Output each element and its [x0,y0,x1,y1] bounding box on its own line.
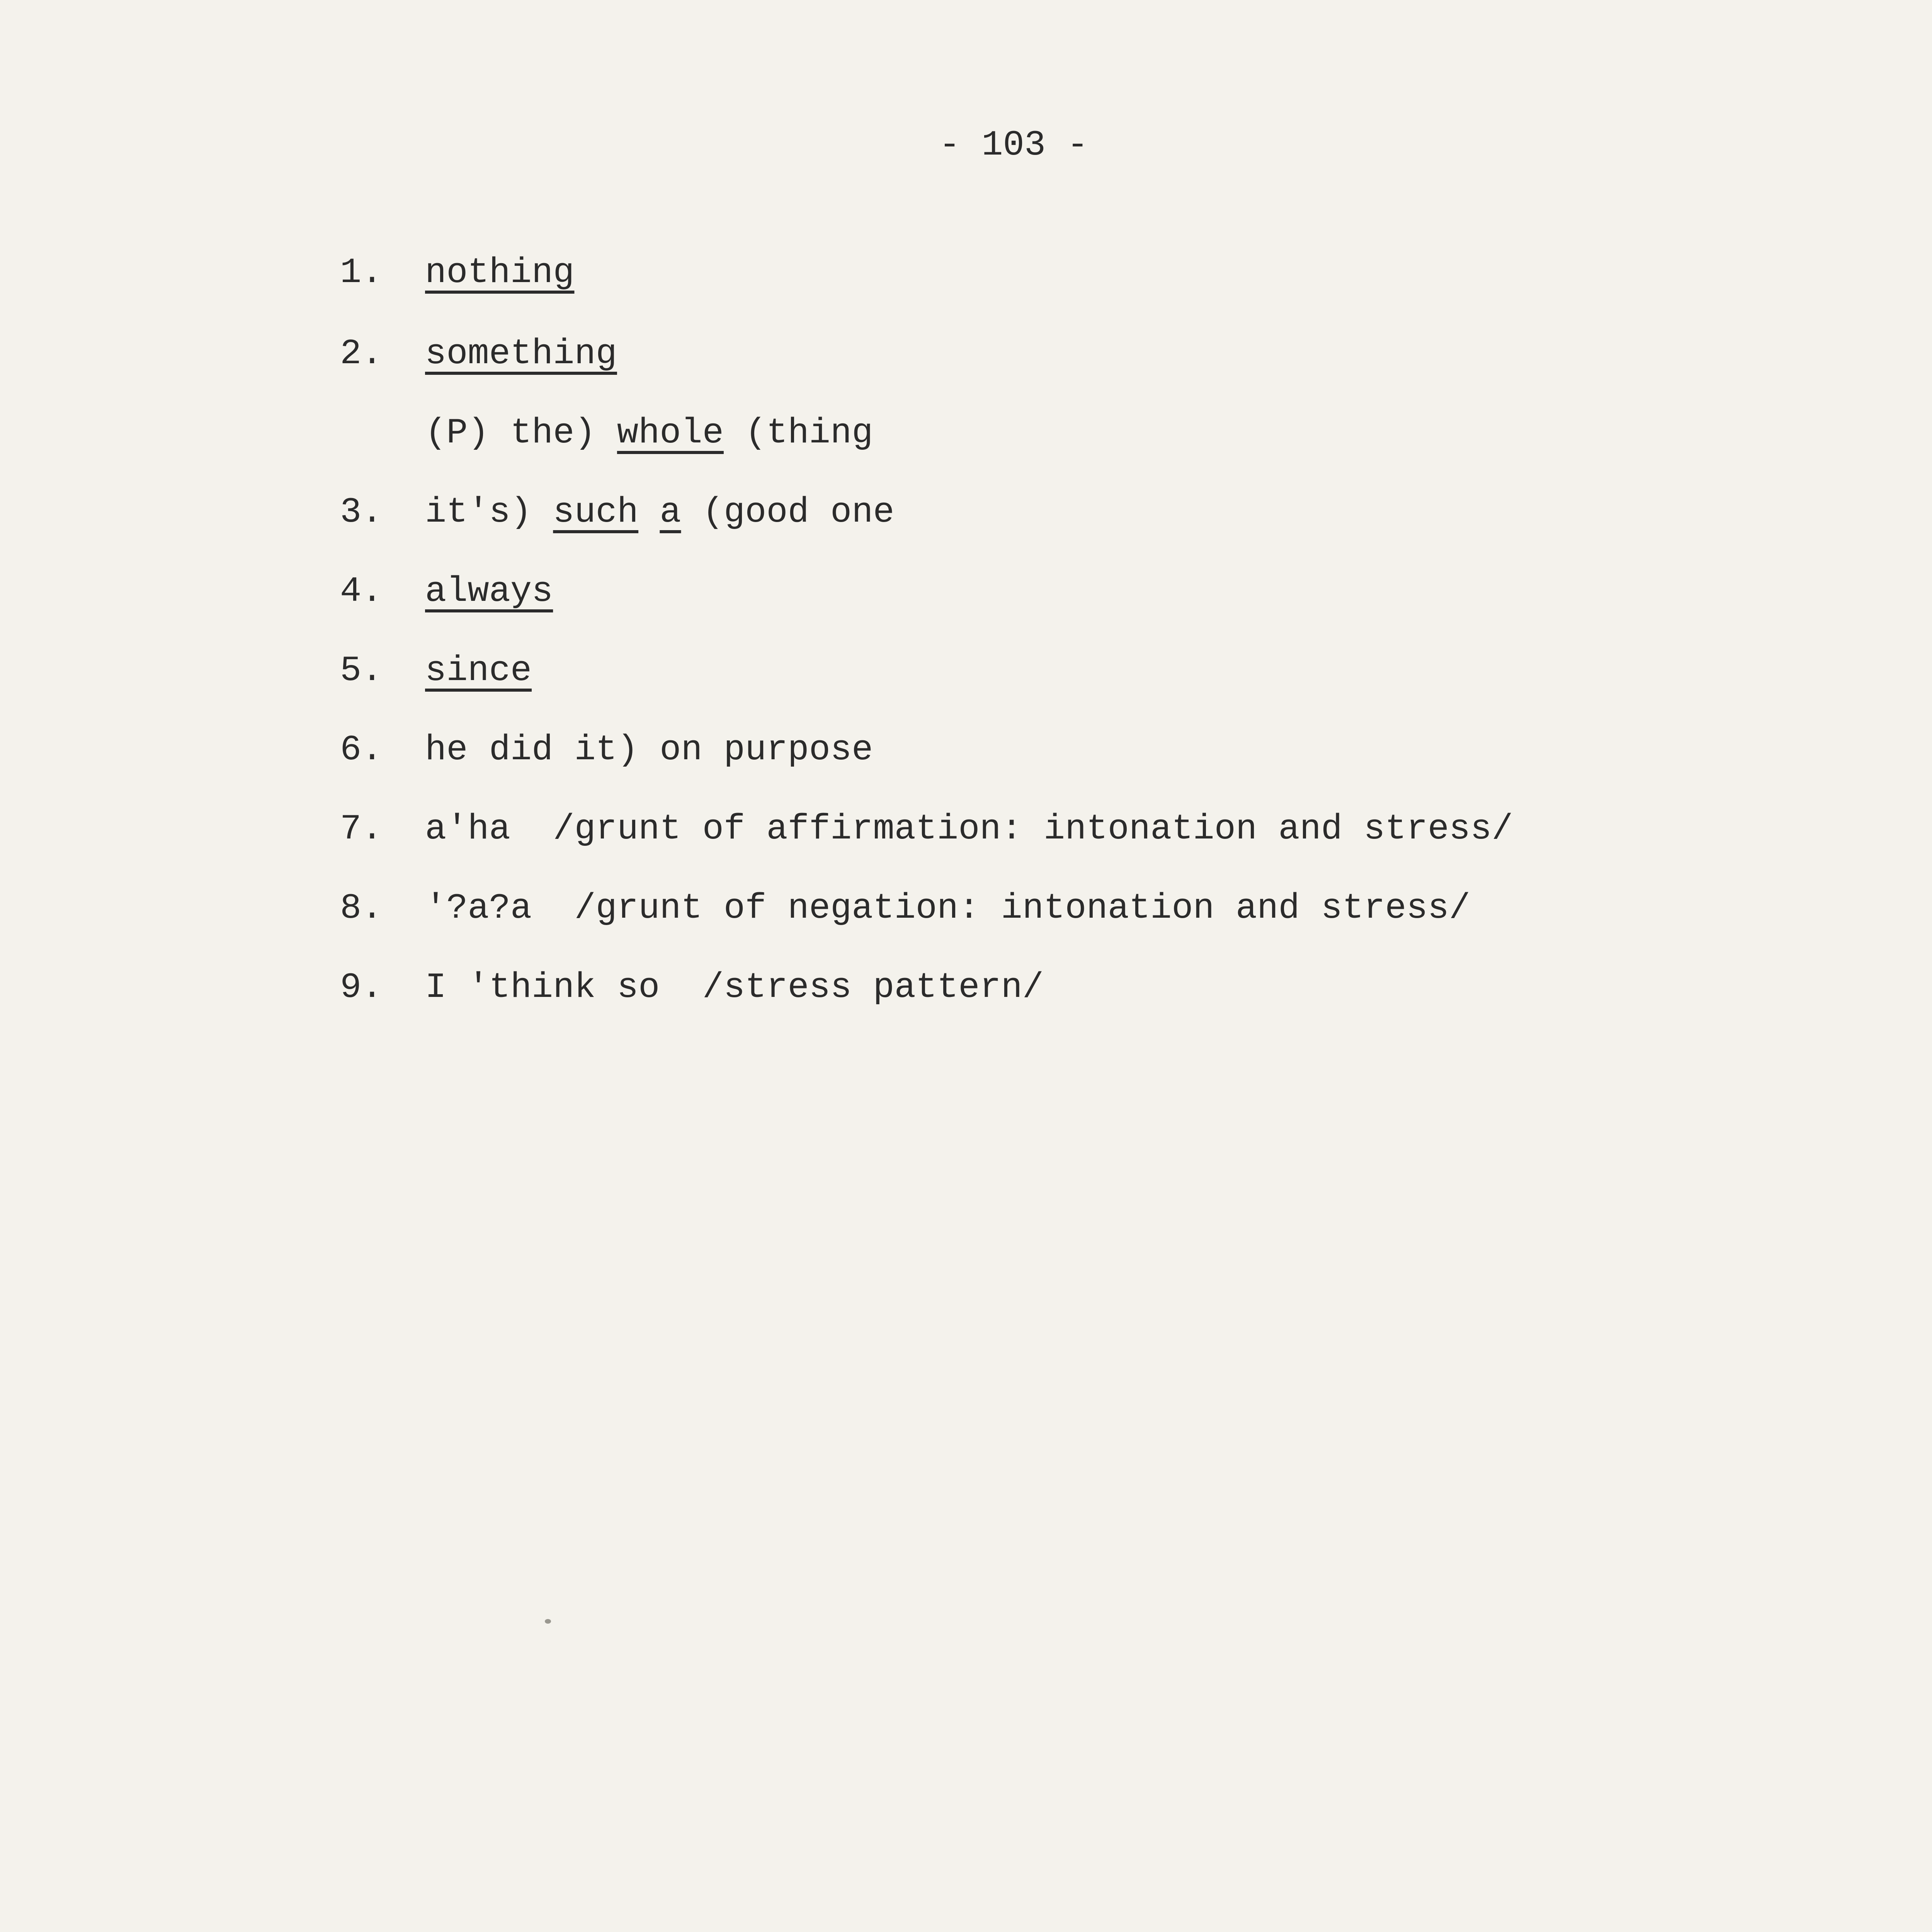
item-text: a'ha /grunt of affirmation: intonation and stress/ [425,809,1513,849]
item-number: 4. [340,571,383,612]
item-text: (P) the) [425,413,617,453]
item-number: 8. [340,888,383,929]
item-text: (thing [723,413,873,453]
list-item [340,252,575,293]
item-text: he did it) on purpose [425,730,873,770]
list-item [340,888,1471,929]
item-number: 3. [340,492,383,532]
list-item [340,415,873,451]
item-number: 1. [340,252,383,293]
item-text: '?a?a /grunt of negation: intonation and stress/ [425,888,1471,929]
item-text: I 'think so /stress pattern/ [425,967,1044,1008]
item-text [638,492,660,532]
underlined-term: always [425,571,553,612]
item-number: 5. [340,650,383,691]
underlined-term: since [425,650,532,691]
underlined-term: something [425,333,617,374]
underlined-term: nothing [425,252,575,293]
item-number: 6. [340,730,383,770]
list-item [340,732,873,768]
list-item [340,650,532,691]
item-number: 7. [340,809,383,849]
list-item [340,333,617,374]
item-text: (good one [681,492,895,532]
list-item [340,571,553,612]
item-number: 9. [340,967,383,1008]
page-number: - 103 - [939,125,1088,165]
item-text: it's) [425,492,553,532]
list-item [340,492,895,532]
underlined-term: a [660,492,681,532]
list-item [340,967,1044,1008]
paper-speck [545,1619,551,1624]
underlined-term: whole [617,413,724,453]
list-item [340,811,1513,847]
item-number: 2. [340,333,383,374]
underlined-term: such [553,492,639,532]
